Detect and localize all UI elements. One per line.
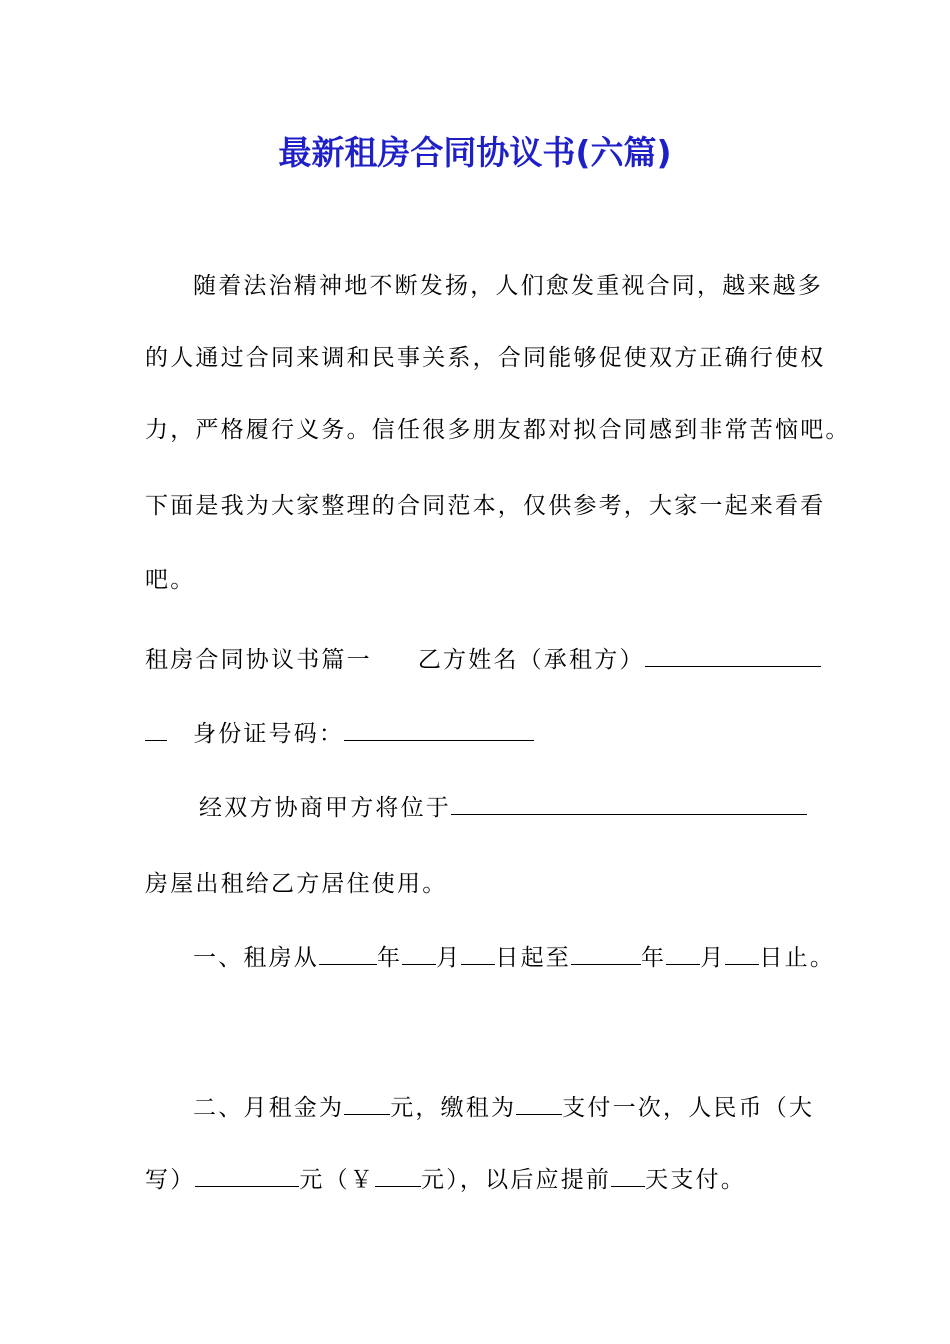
- usage-line: 房屋出租给乙方居住使用。: [145, 871, 448, 897]
- intro-line-1: 随着法治精神地不断发扬，人们愈发重视合同，越来越多: [193, 273, 823, 299]
- amount-figures-blank[interactable]: [375, 1164, 421, 1187]
- id-label: 身份证号码：: [193, 721, 345, 747]
- tenant-name-label: 乙方姓名（承租方）: [417, 647, 645, 673]
- rent-yuan-close: 元），以后应提前: [421, 1167, 612, 1193]
- amount-words-blank[interactable]: [195, 1164, 299, 1187]
- term-month-2: 月: [700, 945, 726, 971]
- monthly-rent-blank[interactable]: [344, 1092, 390, 1115]
- tenant-line: [145, 642, 821, 678]
- term-year-2: 年: [641, 945, 667, 971]
- term-year-1: 年: [377, 945, 403, 971]
- term-prefix: 一、租房从: [193, 945, 319, 971]
- rent-write: 写）: [145, 1167, 196, 1193]
- end-month-blank[interactable]: [666, 942, 700, 965]
- rent-days-pay: 天支付。: [645, 1167, 746, 1193]
- advance-days-blank[interactable]: [611, 1164, 645, 1187]
- intro-line-5: 吧。: [145, 567, 196, 593]
- location-text: 经双方协商甲方将位于: [199, 795, 451, 821]
- document-title: 最新租房合同协议书(六篇): [278, 133, 672, 172]
- start-month-blank[interactable]: [402, 942, 436, 965]
- rent-yuan-paren: 元（￥: [299, 1167, 376, 1193]
- term-line: [193, 940, 835, 976]
- start-year-blank[interactable]: [319, 942, 377, 965]
- intro-line-3: 力，严格履行义务。信任很多朋友都对拟合同感到非常苦恼吧。: [145, 417, 851, 443]
- location-blank[interactable]: [451, 792, 807, 815]
- rent-prefix: 二、月租金为: [193, 1095, 345, 1121]
- id-line: [145, 716, 534, 752]
- id-number-blank[interactable]: [344, 718, 534, 741]
- location-line: [199, 790, 807, 826]
- rent-pay-once: 支付一次，人民币（大: [562, 1095, 815, 1121]
- term-day-end: 日止。: [759, 945, 836, 971]
- intro-line-2: 的人通过合同来调和民事关系，合同能够促使双方正确行使权: [145, 345, 826, 371]
- intro-line-4: 下面是我为大家整理的合同范本，仅供参考，大家一起来看看: [145, 493, 826, 519]
- rent-line-2: [145, 1162, 746, 1198]
- start-day-blank[interactable]: [461, 942, 495, 965]
- term-month-1: 月: [436, 945, 462, 971]
- rent-yuan: 元，缴租为: [390, 1095, 517, 1121]
- tenant-name-blank-continued[interactable]: [145, 718, 167, 741]
- end-day-blank[interactable]: [725, 942, 759, 965]
- payment-period-blank[interactable]: [516, 1092, 562, 1115]
- rent-line: [193, 1090, 814, 1126]
- term-day-start: 日起至: [495, 945, 572, 971]
- end-year-blank[interactable]: [571, 942, 641, 965]
- section-heading: 租房合同协议书篇一: [145, 647, 372, 673]
- tenant-name-blank[interactable]: [645, 644, 821, 667]
